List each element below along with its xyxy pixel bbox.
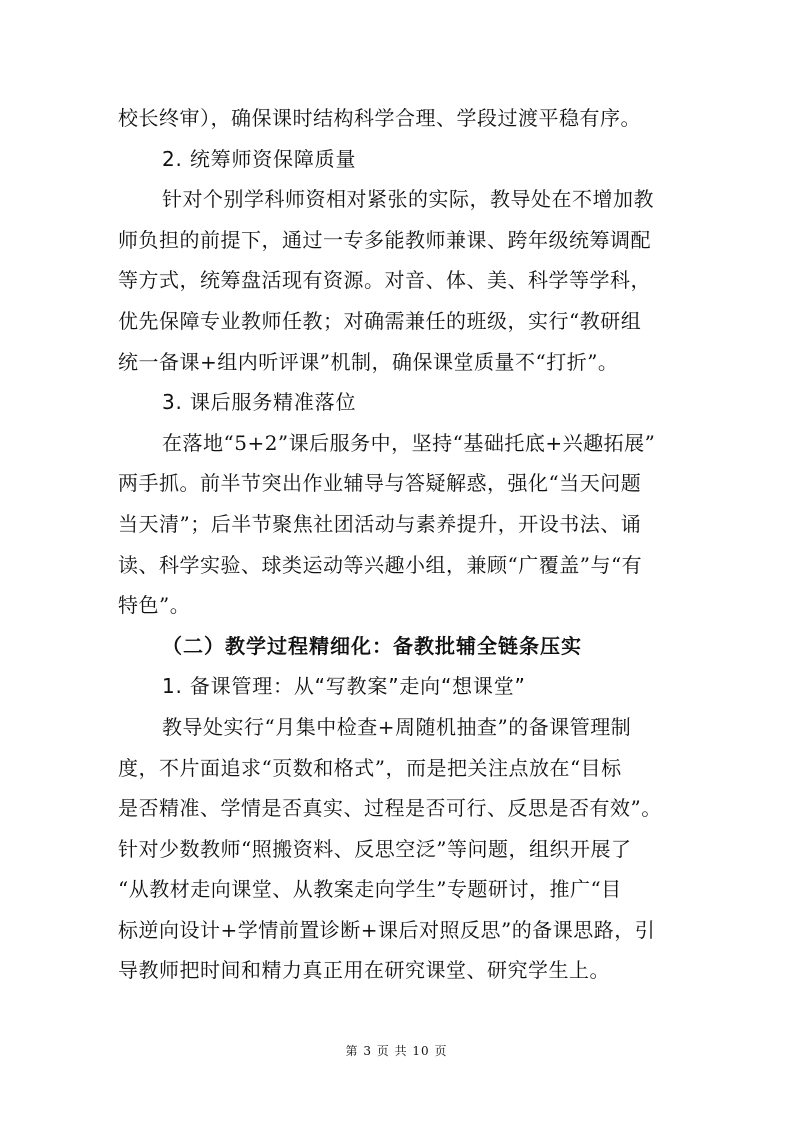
paragraph-line: 等方式，统筹盘活现有资源。对音、体、美、科学等学科，	[118, 268, 651, 293]
chapter-heading: （二）教学过程精细化：备教批辅全链条压实	[162, 633, 582, 658]
paragraph-line: 特色”。	[118, 593, 191, 618]
paragraph-line: 统一备课+组内听评课”机制，确保课堂质量不“打折”。	[118, 349, 619, 374]
paragraph-line: 针对个别学科师资相对紧张的实际，教导处在不增加教	[162, 187, 654, 212]
paragraph-line: 在落地“5+2”课后服务中，坚持“基础托底+兴趣拓展”	[162, 430, 656, 455]
paragraph-line: 两手抓。前半节突出作业辅导与答疑解惑，强化“当天问题	[118, 471, 642, 496]
paragraph-line: 校长终审），确保课时结构科学合理、学段过渡平稳有序。	[118, 106, 641, 130]
paragraph-line: 当天清”；后半节聚焦社团活动与素养提升，开设书法、诵	[118, 511, 642, 536]
section-heading-1: 1. 备课管理：从“写教案”走向“想课堂”	[162, 674, 526, 699]
paragraph-line: 度，不片面追求“页数和格式”，而是把关注点放在“目标	[118, 755, 622, 780]
paragraph-line: 师负担的前提下，通过一专多能教师兼课、跨年级统筹调配	[118, 227, 651, 252]
paragraph-line: 是否精准、学情是否真实、过程是否可行、反思是否有效”。	[118, 796, 662, 821]
paragraph-line: “从教材走向课堂、从教案走向学生”专题研讨，推广“目	[118, 877, 622, 902]
section-heading-2: 2. 统筹师资保障质量	[162, 146, 357, 171]
paragraph-line: 优先保障专业教师任教；对确需兼任的班级，实行“教研组	[118, 308, 642, 333]
paragraph-line: 标逆向设计+学情前置诊断+课后对照反思”的备课思路，引	[118, 917, 656, 942]
paragraph-line: 教导处实行“月集中检查+周随机抽查”的备课管理制	[162, 714, 632, 739]
paragraph-line: 导教师把时间和精力真正用在研究课堂、研究学生上。	[118, 958, 610, 983]
paragraph-line: 针对少数教师“照搬资料、反思空泛”等问题，组织开展了	[118, 836, 632, 861]
page-footer: 第 3 页 共 10 页	[345, 1044, 448, 1058]
document-body	[118, 98, 678, 991]
paragraph-line: 读、科学实验、球类运动等兴趣小组，兼顾“广覆盖”与“有	[118, 552, 643, 577]
section-heading-3: 3. 课后服务精准落位	[162, 390, 357, 415]
